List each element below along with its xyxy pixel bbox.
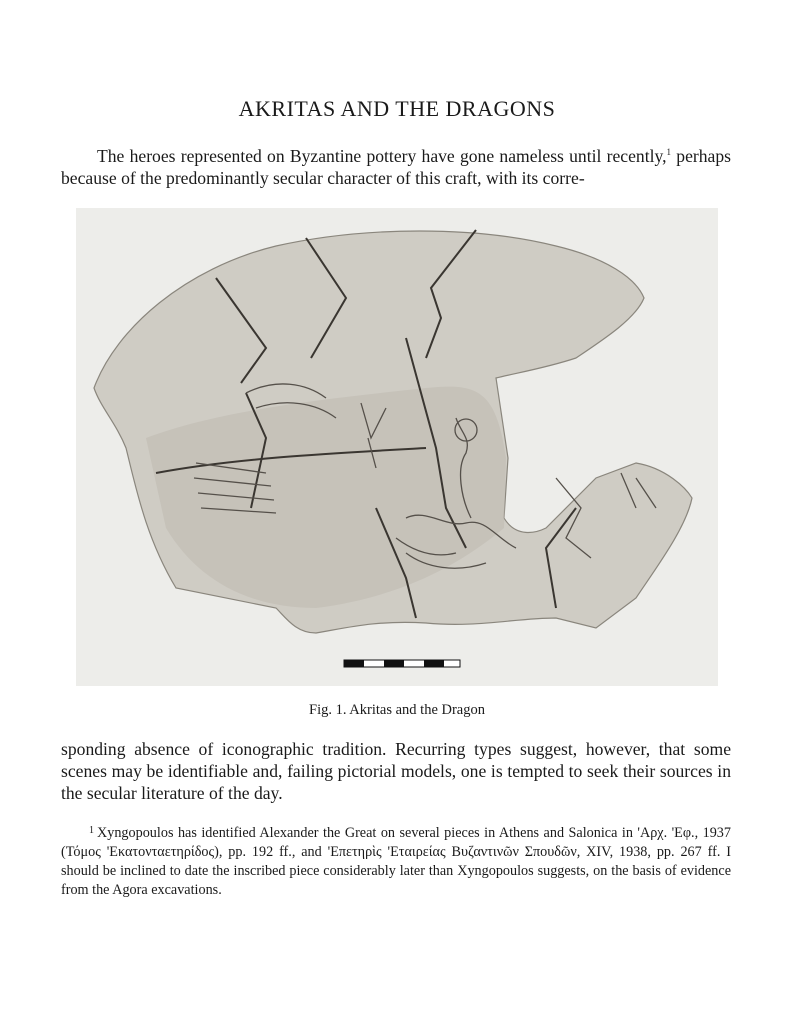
page-title: AKRITAS AND THE DRAGONS [238,96,556,121]
footnote [61,824,731,900]
pottery-sherd-image [76,208,718,686]
intro-text-continued: perhaps because of the predominantly secular character of this craft, with its corre- [61,146,731,188]
figure-caption: Fig. 1. Akritas and the Dragon [309,702,485,718]
footnote-text: Xyngopoulos has identified Alexander the Great on several pieces in Athens and Salonica in 'Αρχ. 'Εφ., 1937 (Τόμος 'Εκατονταετηρίδος), pp. 192 ff., and 'Επετηρὶς 'Εταιρείας Βυζαντινῶν Σπουδῶν, XIV, 1938, pp. 267 ff. I should be inclined to date the inscribed piece considerably later than Xyngopoulos suggests, on the basis of evidence from the Agora excavations. [61,825,731,898]
intro-paragraph [61,145,731,189]
body-paragraph: sponding absence of iconographic tradition. Recurring types suggest, however, that some scenes may be identifiable and, failing pictorial models, one is tempted to seek their sources in the secular literature of the day. [61,739,731,803]
scale-bar [344,660,460,667]
footnote-mark: 1 [89,825,94,836]
intro-text: The heroes represented on Byzantine pottery have gone nameless until recently, [97,146,667,166]
footnote-reference[interactable]: 1 [666,147,672,157]
pottery-photograph [76,208,718,686]
